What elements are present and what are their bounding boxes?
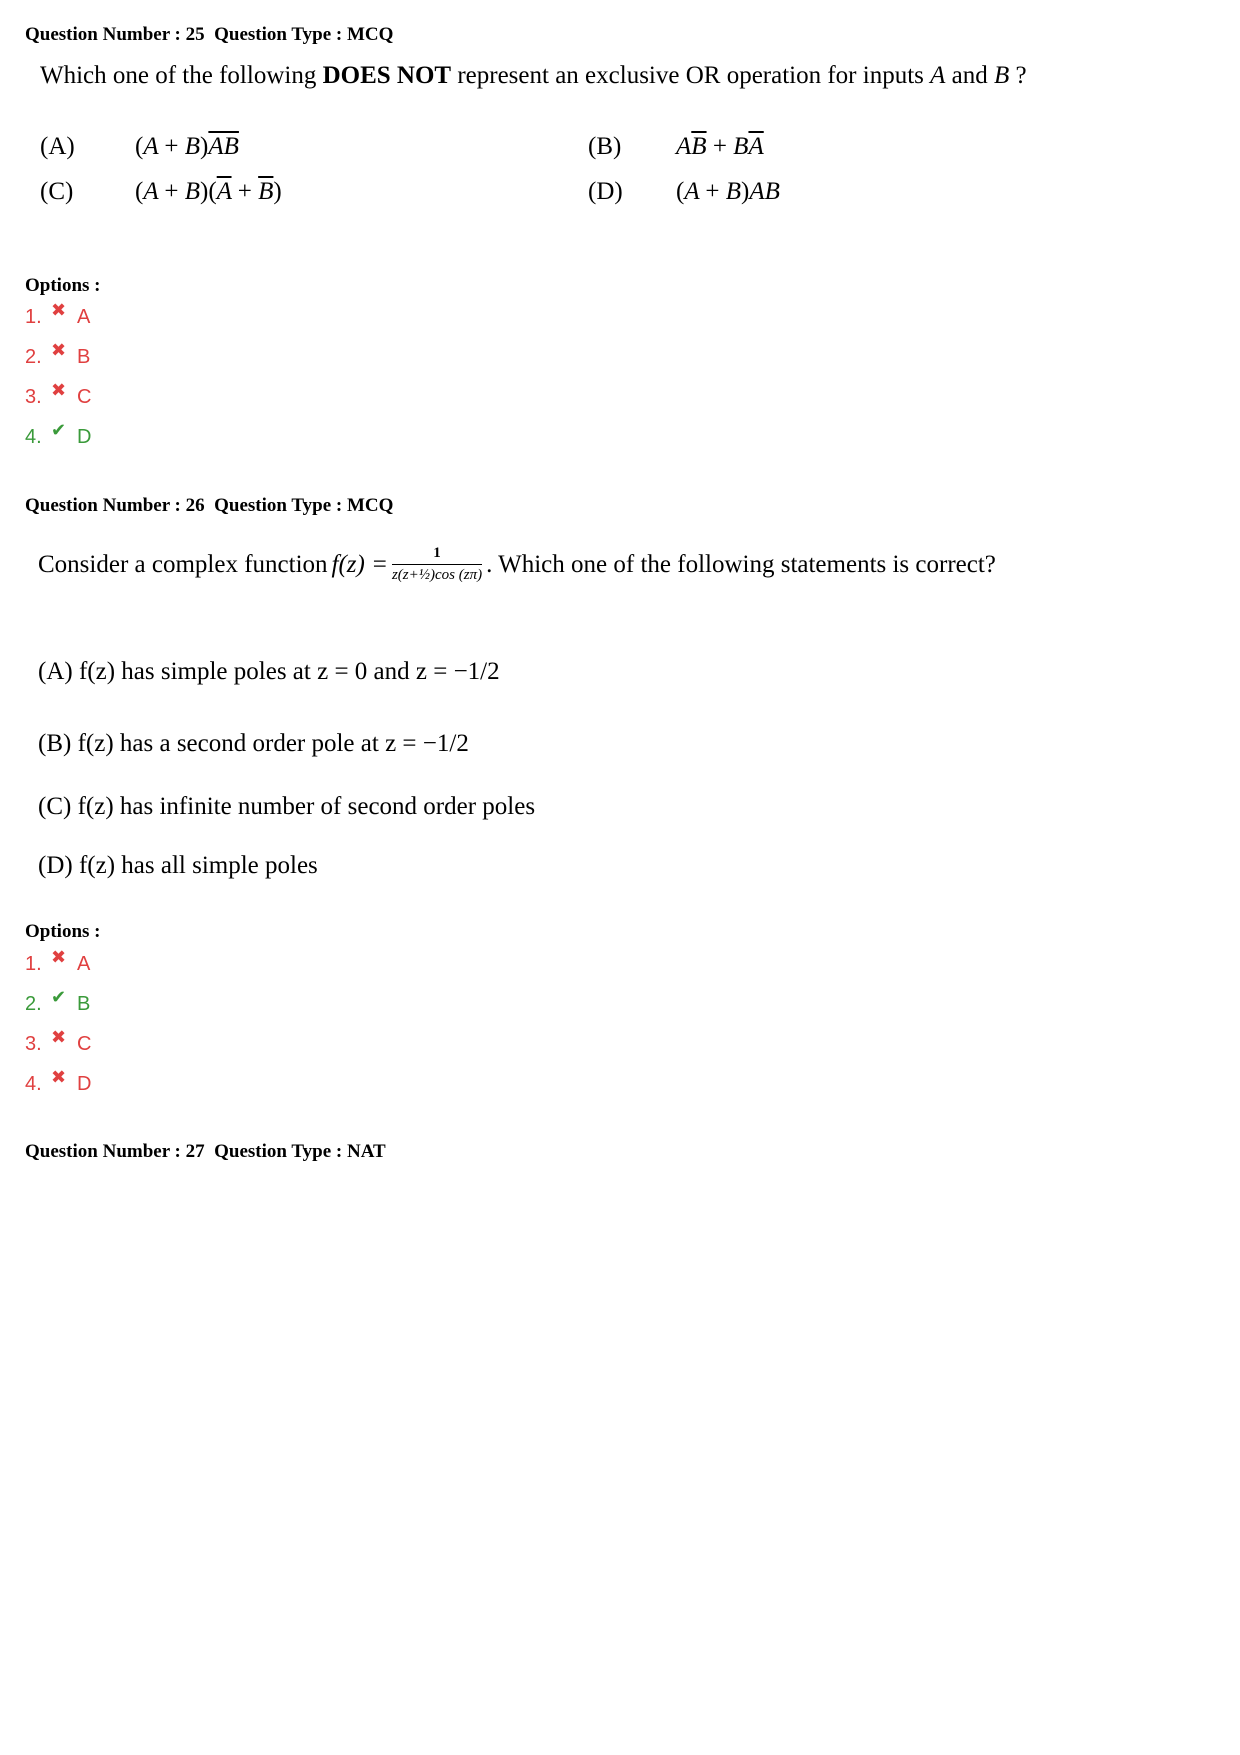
q26-question: Consider a complex function f(z) = $\frac{1}{\text{z(z+½)cos (zπ)}}$ . Which one of the following statements is correct? bbox=[38, 545, 996, 583]
q25-header: Question Number : 25 Question Type : MCQ bbox=[25, 24, 394, 45]
q25-choice-c-label: (C) bbox=[40, 178, 74, 205]
q27-header: Question Number : 27 Question Type : NAT bbox=[25, 1141, 386, 1162]
check-icon: ✔ bbox=[51, 987, 67, 1007]
q25-question: Which one of the following DOES NOT represent an exclusive OR operation for inputs A and B ? bbox=[40, 62, 1027, 89]
q25-choice-d-expr: (A + B)AB bbox=[676, 178, 780, 205]
cross-icon: ✖ bbox=[51, 1067, 67, 1087]
q25-choice-c-expr: $(A + B)(\overline{A} + \overline{B})$ bbox=[135, 178, 282, 205]
q25-option-1: 1. ✖ A bbox=[25, 300, 91, 328]
q26-option-1: 1. ✖ A bbox=[25, 947, 91, 975]
q26-option-2: 2. ✔ B bbox=[25, 987, 91, 1015]
cross-icon: ✖ bbox=[51, 340, 67, 360]
q26-choice-b: (B) f(z) has a second order pole at z = −1/2 bbox=[38, 730, 469, 757]
q25-options-title: Options : bbox=[25, 275, 101, 296]
q25-choice-a-expr: $(A + B)\overline{AB}$ bbox=[135, 133, 239, 160]
q26-fraction: $\frac{1}{\text{z(z+½)cos (zπ)}}$ bbox=[391, 545, 483, 583]
q26-option-3: 3. ✖ C bbox=[25, 1027, 92, 1055]
q26-option-4: 4. ✖ D bbox=[25, 1067, 92, 1095]
cross-icon: ✖ bbox=[51, 300, 67, 320]
cross-icon: ✖ bbox=[51, 380, 67, 400]
q25-option-4: 4. ✔ D bbox=[25, 420, 92, 448]
q25-choice-b-label: (B) bbox=[588, 133, 622, 160]
q25-option-2: 2. ✖ B bbox=[25, 340, 91, 368]
q26-choice-a: (A) f(z) has simple poles at z = 0 and z = −1/2 bbox=[38, 658, 500, 685]
q26-header: Question Number : 26 Question Type : MCQ bbox=[25, 495, 394, 516]
q25-choice-a-label: (A) bbox=[40, 133, 75, 160]
q25-choice-b-expr: $A\overline{B} + B\overline{A}$ bbox=[676, 133, 764, 160]
q25-choice-d-label: (D) bbox=[588, 178, 623, 205]
cross-icon: ✖ bbox=[51, 947, 67, 967]
check-icon: ✔ bbox=[51, 420, 67, 440]
q26-choice-d: (D) f(z) has all simple poles bbox=[38, 852, 318, 879]
q26-choice-c: (C) f(z) has infinite number of second order poles bbox=[38, 793, 536, 820]
cross-icon: ✖ bbox=[51, 1027, 67, 1047]
q25-option-3: 3. ✖ C bbox=[25, 380, 92, 408]
q26-options-title: Options : bbox=[25, 921, 101, 942]
